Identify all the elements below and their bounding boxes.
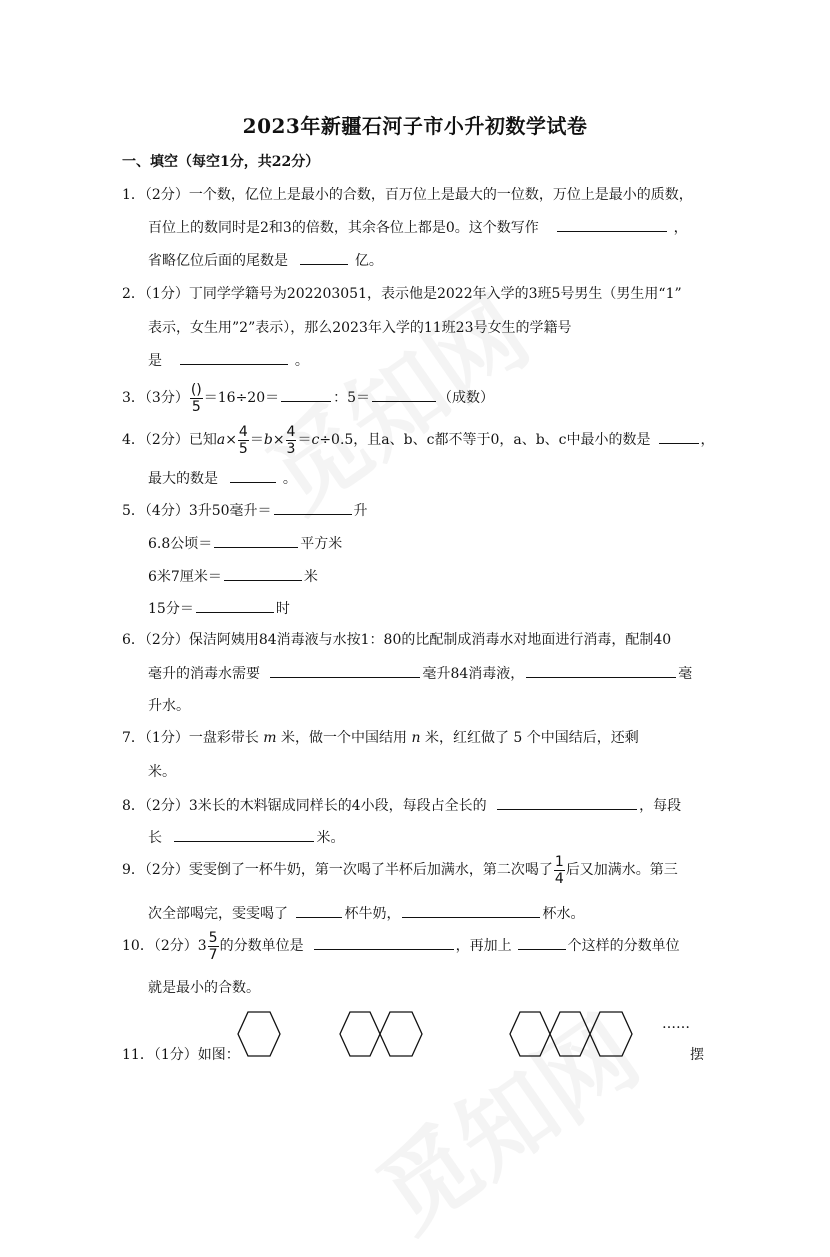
q1-line2-text: 百位上的数同时是2和3的倍数，其余各位上都是0。这个数写作 (148, 220, 539, 236)
q4-times-2: × (272, 432, 285, 448)
question-4 (122, 422, 715, 458)
hexagon (340, 1012, 380, 1056)
q10-label: 10．（2分） (122, 938, 198, 954)
q4-f2-numerator: 4 (286, 423, 296, 440)
q10-answer-blank-1[interactable] (314, 935, 454, 950)
q4-tail: ÷0.5，且a、b、c都不等于0，a、b、c中最小的数是 (319, 432, 651, 448)
q4-var-a: a (216, 432, 226, 448)
q9-text-b: 后又加满水。第三 (565, 862, 678, 878)
q9-text-a: 9．（2分）雯雯倒了一杯牛奶，第一次喝了半杯后加满水，第二次喝了 (122, 862, 553, 878)
hexagon (238, 1012, 280, 1056)
q4-answer-blank-1[interactable] (659, 429, 699, 444)
q6-line2-mid: 毫升84消毒液， (422, 666, 525, 682)
hexagon (510, 1012, 550, 1056)
question-1-line2 (148, 217, 688, 238)
q5-answer-blank-4[interactable] (196, 598, 274, 613)
question-2-line3 (148, 350, 309, 371)
q6-line3: 升水。 (148, 698, 190, 714)
q4-f1-numerator: 4 (238, 423, 248, 440)
question-10-line2 (148, 978, 260, 998)
q8-line1-end: ，每段 (639, 798, 682, 814)
q3-expr: ＝16÷20＝ (203, 390, 280, 406)
q6-answer-blank-1[interactable] (270, 663, 420, 678)
q8-line1-text: 8．（2分）3米长的木料锯成同样长的4小段，每段占全长的 (122, 798, 487, 814)
q7-text-a: 7．（1分）一盘彩带长 (122, 730, 259, 746)
q5-line3-unit: 米 (303, 569, 318, 585)
question-7-line2 (148, 762, 176, 782)
q11-line-end: 摆 (690, 1047, 704, 1063)
question-2-line2 (148, 318, 571, 338)
q6-line2-text: 毫升的消毒水需要 (148, 666, 260, 682)
q3-ratio: ：5＝ (333, 390, 371, 406)
q4-line2-end: 。 (282, 471, 297, 487)
q3-answer-blank-1[interactable] (281, 387, 331, 402)
q7-line2: 米。 (148, 764, 176, 780)
q9-line2-mid: 杯牛奶， (344, 906, 401, 922)
q2-answer-blank[interactable] (180, 350, 288, 365)
question-5-line2 (148, 533, 342, 554)
q2-line3-end: 。 (294, 353, 309, 369)
question-6-line2 (148, 663, 692, 684)
q5-line2-text: 6.8公顷＝ (148, 536, 213, 552)
question-1 (122, 185, 693, 205)
question-9-line2 (148, 903, 584, 924)
q5-line1-text: 5．（4分）3升50毫升＝ (122, 503, 272, 519)
q9-fraction (554, 854, 565, 887)
q8-answer-blank-1[interactable] (497, 795, 637, 810)
q9-fraction-numerator: 1 (554, 853, 564, 870)
question-6-line3 (148, 696, 190, 716)
question-7 (122, 728, 639, 748)
q5-line2-unit: 平方米 (300, 536, 343, 552)
q4-var-c: c (311, 432, 320, 448)
q7-var-m: m (263, 730, 277, 746)
q1-answer-blank-1[interactable] (557, 217, 667, 232)
q10-fraction-denominator: 7 (208, 946, 218, 963)
q10-line2: 就是最小的合数。 (148, 980, 260, 996)
q1-line2-end: ， (673, 220, 688, 236)
q11-label: 11．（1分）如图： (122, 1047, 240, 1063)
q4-eq-2: ＝ (297, 432, 312, 448)
page-title: 2023年新疆石河子市小升初数学试卷 (242, 114, 588, 138)
question-2 (122, 284, 682, 304)
q6-line1: 6．（2分）保洁阿姨用84消毒液与水按1：80的比配制成消毒水对地面进行消毒，配制40 (122, 632, 672, 648)
hexagon (550, 1012, 590, 1056)
q4-times-1: × (225, 432, 237, 448)
section-heading: 一、填空（每空1分，共22分） (122, 154, 320, 170)
q4-f2-denominator: 3 (286, 440, 296, 457)
q6-answer-blank-2[interactable] (526, 663, 676, 678)
q7-text-b: 米，做一个中国结用 (281, 730, 408, 746)
q8-answer-blank-2[interactable] (174, 827, 314, 842)
q10-answer-blank-2[interactable] (518, 935, 566, 950)
q4-label: 4．（2分）已知 (122, 432, 217, 448)
q5-answer-blank-1[interactable] (274, 500, 352, 515)
q8-line2-text: 长 (148, 830, 162, 846)
question-1-line3 (148, 250, 383, 271)
q8-line2-end: 米。 (316, 830, 345, 846)
q5-answer-blank-2[interactable] (214, 533, 298, 548)
q10-text-b: 的分数单位是 (219, 938, 304, 954)
hexagon-figure-3 (508, 1010, 634, 1058)
question-6 (122, 630, 671, 650)
q2-line2: 表示，女生用”2”表示），那么2023年入学的11班23号女生的学籍号 (148, 320, 572, 336)
q5-answer-blank-3[interactable] (224, 566, 302, 581)
q10-whole: 3 (197, 938, 207, 954)
q5-line3-text: 6米7厘米＝ (148, 569, 222, 585)
hexagon-figure-1 (236, 1010, 282, 1058)
q10-fraction-numerator: 5 (208, 929, 218, 946)
question-5-line4 (148, 598, 290, 619)
q9-line2-text: 次全部喝完，雯雯喝了 (148, 906, 288, 922)
q4-var-b: b (263, 432, 273, 448)
q1-answer-blank-2[interactable] (300, 250, 348, 265)
q9-fraction-denominator: 4 (554, 870, 564, 887)
q5-line4-text: 15分＝ (148, 601, 194, 617)
q4-fraction-1 (238, 424, 249, 457)
q3-tail: （成数） (438, 390, 495, 406)
q10-text-d: 个这样的分数单位 (567, 938, 680, 954)
q6-line2-end: 毫 (678, 666, 693, 682)
question-3 (122, 380, 494, 416)
q7-text-c: 米，红红做了 5 个中国结后，还剩 (424, 730, 639, 746)
q1-line1: 1．（2分）一个数，亿位上是最小的合数，百万位上是最大的一位数，万位上是最小的质数， (122, 187, 693, 203)
q9-answer-blank-2[interactable] (402, 903, 540, 918)
hexagon-figure-2 (338, 1010, 424, 1058)
question-5 (122, 500, 368, 521)
q4-line2-text: 最大的数是 (148, 471, 218, 487)
q3-fraction-numerator: () (190, 381, 202, 398)
q3-fraction-denominator: 5 (191, 398, 201, 415)
question-10 (122, 928, 680, 964)
q3-answer-blank-2[interactable] (372, 387, 436, 402)
q3-fraction (190, 382, 203, 415)
q5-line1-unit: 升 (353, 503, 368, 519)
q1-line3-text: 省略亿位后面的尾数是 (148, 253, 288, 269)
q4-f1-denominator: 5 (238, 440, 248, 457)
q1-line3-end: 亿。 (354, 253, 383, 269)
q9-line2-end: 杯水。 (542, 906, 585, 922)
q2-line1: 2．（1分）丁同学学籍号为202203051，表示他是2022年入学的3班5号男生（男生用“1” (122, 286, 682, 302)
q10-fraction (208, 930, 219, 963)
q5-line4-unit: 时 (275, 601, 290, 617)
question-8-line2 (148, 827, 344, 848)
q4-answer-blank-2[interactable] (230, 468, 276, 483)
q7-var-n: n (411, 730, 421, 746)
q10-text-c: ，再加上 (455, 938, 512, 954)
hexagon (590, 1012, 632, 1056)
q3-label: 3．（3分） (122, 390, 189, 406)
q2-line3-text: 是 (148, 353, 162, 369)
question-4-line2 (148, 468, 297, 489)
q4-fraction-2 (286, 424, 297, 457)
question-9 (122, 852, 678, 888)
question-11 (122, 1045, 240, 1065)
question-8 (122, 795, 681, 816)
q11-ellipsis: …… (662, 1016, 690, 1032)
hexagon (380, 1012, 422, 1056)
q4-comma: ， (700, 432, 715, 448)
question-5-line3 (148, 566, 318, 587)
q9-answer-blank-1[interactable] (296, 903, 342, 918)
q4-eq-1: ＝ (249, 432, 264, 448)
